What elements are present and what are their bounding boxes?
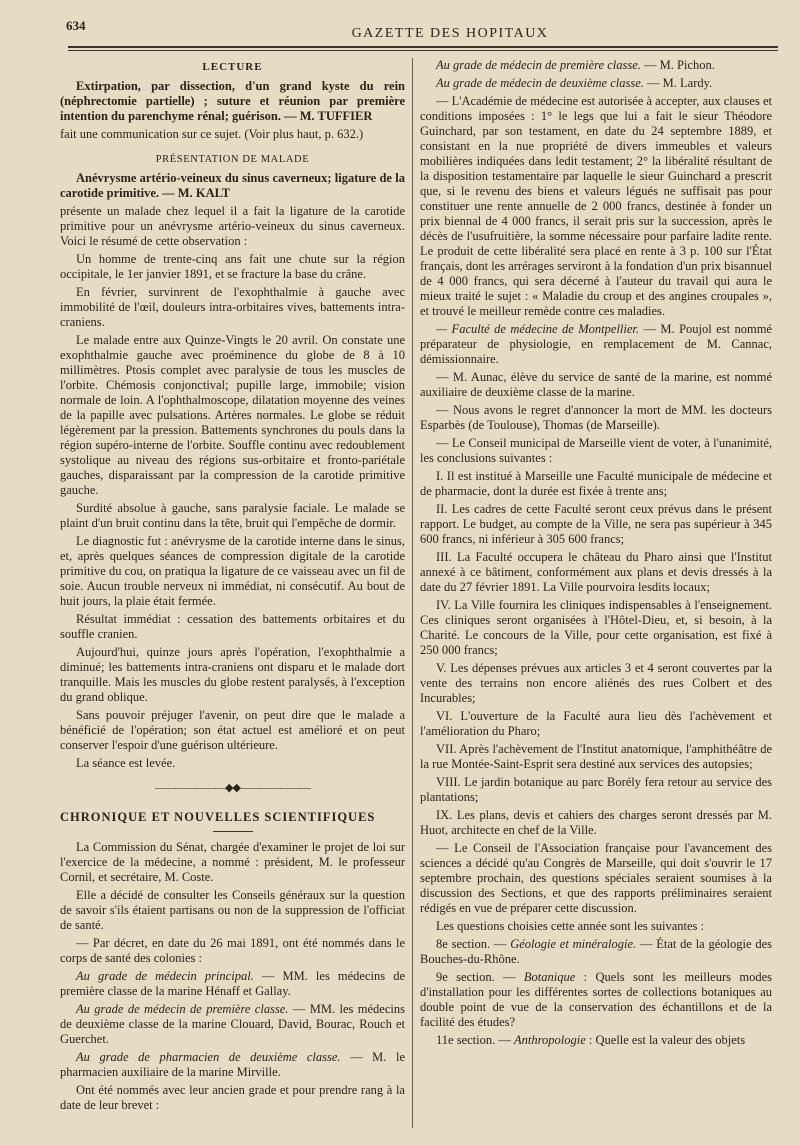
paragraph: — M. Aunac, élève du service de santé de la marine, est nommé auxiliaire de deuxième classe de la marine. — [420, 370, 772, 399]
paragraph: VII. Après l'achèvement de l'Institut anatomique, l'amphithéâtre de la rue Montée-Saint-Esprit sera destiné aux services des autopsies; — [420, 742, 772, 771]
ornamental-separator: ———————◆◆——————— — [155, 782, 310, 794]
case-title: Anévrysme artério-veineux du sinus caverneux; ligature de la carotide primitive. — M. KALT — [60, 171, 405, 200]
text: : Quels sont les meilleurs modes d'installation pour les différentes sortes de collections botaniques au double point de vue de la conservation des échantillons et de la facilité des études? — [420, 970, 772, 1029]
paragraph: I. Il est institué à Marseille une Faculté municipale de médecine et de pharmacie, dont la durée est fixée à trente ans; — [420, 469, 772, 498]
paragraph — [60, 969, 405, 999]
paragraph — [420, 970, 772, 1030]
column-divider — [412, 58, 413, 1128]
section-label: 9e section. — — [436, 970, 524, 984]
paragraph: Sans pouvoir préjuger l'avenir, on peut dire que le malade a bénéficié de l'opération; son état actuel est amélioré et on peut conserver l'espoir d'une guérison ultérieure. — [60, 708, 405, 752]
paragraph: Aujourd'hui, quinze jours après l'opération, l'exophthalmie a diminué; les battements intra-craniens ont disparu et le malade dort tranquille. Mais les muscles du globe restent paralysés, à l'exception du grand oblique. — [60, 645, 405, 704]
paragraph — [420, 322, 772, 367]
paragraph — [420, 76, 772, 91]
paragraph: V. Les dépenses prévues aux articles 3 et 4 seront couvertes par la vente des terrains non encore aliénés des rues Colbert et des Incurables; — [420, 661, 772, 705]
paragraph: IV. La Ville fournira les cliniques indispensables à l'enseignement. Ces cliniques seront organisées à l'Hôtel-Dieu, et, si besoin, à la Charité. Le concours de la Ville, pour cette organisation, est fixé à 250 000 francs; — [420, 598, 772, 657]
paragraph: Les questions choisies cette année sont les suivantes : — [436, 919, 704, 933]
paragraph: — Nous avons le regret d'annoncer la mort de MM. les docteurs Esparbès (de Toulouse), Thomas (de Marseille). — [420, 403, 772, 432]
paragraph: La séance est levée. — [76, 756, 176, 770]
italic-topic: Botanique — [523, 970, 576, 984]
paragraph: Le malade entre aux Quinze-Vingts le 20 avril. On constate une exophthalmie gauche avec proéminence du globe de 8 à 10 millimètres. Ptosis complet avec paralysie de tous les muscles de l'orbite. Chémosis conjonctival; pupille large, immobile; vision normale de loin. A l'ophthalmoscope, dilatation moyenne des veines de la papille avec pulsations. Artères normales. Le globe se réduit légèrement par la pression. Battements synchrones du pouls dans la région supéro-interne de l'orbite. Souffle continu avec redoublement systolique au niveau des régions sus-orbitaire et fronto-pariétale gauches, disparaissant par la compression de la carotide primitive gauche. — [60, 333, 405, 497]
paragraph: VIII. Le jardin botanique au parc Borély fera retour au service des plantations; — [420, 775, 772, 804]
paragraph: En février, survinrent de l'exophthalmie à gauche avec immobilité de l'œil, douleurs intra-orbitaires vives, battements intra-craniens. — [60, 285, 405, 329]
text: — M. Lardy. — [643, 76, 713, 90]
text: : Quelle est la valeur des objets — [585, 1033, 746, 1047]
paragraph: La Commission du Sénat, chargée d'examiner le projet de loi sur l'exercice de la médecine, a nommé : président, M. le professeur Cornil, et secrétaire, M. Coste. — [60, 840, 405, 884]
paragraph: VI. L'ouverture de la Faculté aura lieu dès l'achèvement et l'amélioration du Pharo; — [420, 709, 772, 738]
paragraph: — Par décret, en date du 26 mai 1891, ont été nommés dans le corps de santé des colonies : — [60, 936, 405, 965]
paragraph — [420, 937, 772, 967]
paragraph: — Le Conseil municipal de Marseille vient de voter, à l'unanimité, les conclusions suivantes : — [420, 436, 772, 465]
paragraph — [60, 1050, 405, 1080]
lecture-title: Extirpation, par dissection, d'un grand kyste du rein (néphrectomie partielle) ; suture et réunion par première intention du parenchyme rénal; guérison. — M. TUFFIER — [60, 79, 405, 123]
paragraph — [420, 1033, 772, 1048]
paragraph: Elle a décidé de consulter les Conseils généraux sur la question de savoir s'ils étaient partisans ou non de la suppression de l'officiat de santé. — [60, 888, 405, 932]
short-rule — [213, 831, 253, 832]
lecture-text: fait une communication sur ce sujet. (Voir plus haut, p. 632.) — [60, 127, 364, 141]
italic-grade: Au grade de médecin de deuxième classe. — [436, 76, 644, 90]
left-column — [60, 58, 405, 1143]
text: — M. Pichon. — [640, 58, 715, 72]
paragraph: Résultat immédiat : cessation des battements orbitaires et du souffle cranien. — [60, 612, 405, 641]
italic-grade: Au grade de médecin de première classe. — [76, 1002, 289, 1016]
case-intro: présente un malade chez lequel il a fait la ligature de la carotide primitive pour un anévrysme artério-veineux du sinus caverneux. Voici le résumé de cette observation : — [60, 204, 405, 248]
right-column — [420, 58, 772, 1143]
italic-grade: Au grade de pharmacien de deuxième classe. — [76, 1050, 341, 1064]
paragraph: IX. Les plans, devis et cahiers des charges seront dressés par M. Huot, architecte en chef de la Ville. — [420, 808, 772, 837]
paragraph: Le diagnostic fut : anévrysme de la carotide interne dans le sinus, et, après quelques séances de compression digitale de la carotide primitive du cou, on pratiqua la ligature de ce vaisseau avec un fil de soie. Aucun trouble nerveux ni immédiat, ni consécutif. Au bout de huit jours, la plaie était fermée. — [60, 534, 405, 608]
section-label: 11e section. — — [436, 1033, 514, 1047]
header-rule-thin — [68, 50, 778, 51]
italic-grade: Au grade de médecin principal. — [76, 969, 254, 983]
paragraph — [420, 58, 772, 73]
header-rule — [68, 46, 778, 48]
paragraph: II. Les cadres de cette Faculté seront ceux prévus dans le présent rapport. Le budget, au compte de la Ville, ne sera pas supérieur à 345 600 francs, ni inférieur à 305 600 francs; — [420, 502, 772, 546]
italic-topic: Anthropologie — [514, 1033, 586, 1047]
text: — M. Poujol est nommé préparateur de physiologie, en remplacement de M. Cannac, démissionnaire. — [420, 322, 772, 366]
text: — M. le pharmacien auxiliaire de la marine Mirville. — [60, 1050, 405, 1079]
text: — MM. les médecins de première classe de la marine Hénaff et Gallay. — [60, 969, 405, 998]
italic-lead: — Faculté de médecine de Montpellier. — [436, 322, 640, 336]
text: — État de la géologie des Bouches-du-Rhône. — [420, 937, 772, 966]
paragraph: III. La Faculté occupera le château du Pharo ainsi que l'Institut annexé à ce bâtiment, conformément aux plans et devis dressés à la date du 27 février 1891. La Ville pourvoira lesdits locaux; — [420, 550, 772, 594]
paragraph: Un homme de trente-cinq ans fait une chute sur la région occipitale, le 1er janvier 1891, et se fracture la base du crâne. — [60, 252, 405, 281]
italic-topic: Géologie et minéralogie. — [510, 937, 637, 951]
presentation-heading: PRÉSENTATION DE MALADE — [155, 154, 310, 165]
running-title: GAZETTE DES HOPITAUX — [351, 26, 549, 41]
paragraph — [60, 1002, 405, 1047]
chronique-heading: CHRONIQUE ET NOUVELLES SCIENTIFIQUES — [60, 810, 376, 824]
paragraph: — Le Conseil de l'Association française pour l'avancement des sciences a décidé qu'au Congrès de Marseille, qui doit s'ouvrir le 17 septembre prochain, des questions spéciales seraient soumises à la discussion des Sections, et que des rapports préliminaires seraient rédigés en vue de préparer cette discussion. — [420, 841, 772, 915]
italic-grade: Au grade de médecin de première classe. — [436, 58, 641, 72]
lecture-heading: LECTURE — [202, 61, 263, 73]
text: — MM. les médecins de deuxième classe de la marine Clouard, David, Bourac, Rouch et Guerchet. — [60, 1002, 405, 1046]
paragraph: — L'Académie de médecine est autorisée à accepter, aux clauses et conditions imposées : 1° le legs que lui a fait le sieur Théodore Guinchard, par son testament, en date du 24 septembre 1889, et consistant en la nue propriété de divers immeubles et valeurs mobilières indiquées dans ledit testament; 2° la libéralité résultant de la disposition testamentaire par laquelle le sieur Guinchard a prescrit que, si le revenu des biens et valeurs légués ne suffisait pas pour constituer une rente annuelle de 2 000 francs, destinée à fonder un prix biennal de 4 000 francs, il serait pris sur la succession, après le décès de l'usufruitière, la somme nécessaire pour parfaire ladite rente. Le produit de cette libéralité sera placé en rente à 3 p. 100 sur l'État français, dont les arrérages serviront à la fondation d'un prix bisannuel de 4 000 francs, qui sera décerné à l'auteur du travail qui aura le mieux traité le sujet : « Maladie du croup et des angines croupales », et trouvé le meilleur remède contre ces maladies. — [420, 94, 772, 318]
section-label: 8e section. — — [436, 937, 511, 951]
paragraph: Surdité absolue à gauche, sans paralysie faciale. Le malade se plaint d'un bruit continu dans la tête, bruit qui l'empêche de dormir. — [60, 501, 405, 530]
page-number: 634 — [66, 18, 86, 33]
paragraph: Ont été nommés avec leur ancien grade et pour prendre rang à la date de leur brevet : — [60, 1083, 405, 1112]
